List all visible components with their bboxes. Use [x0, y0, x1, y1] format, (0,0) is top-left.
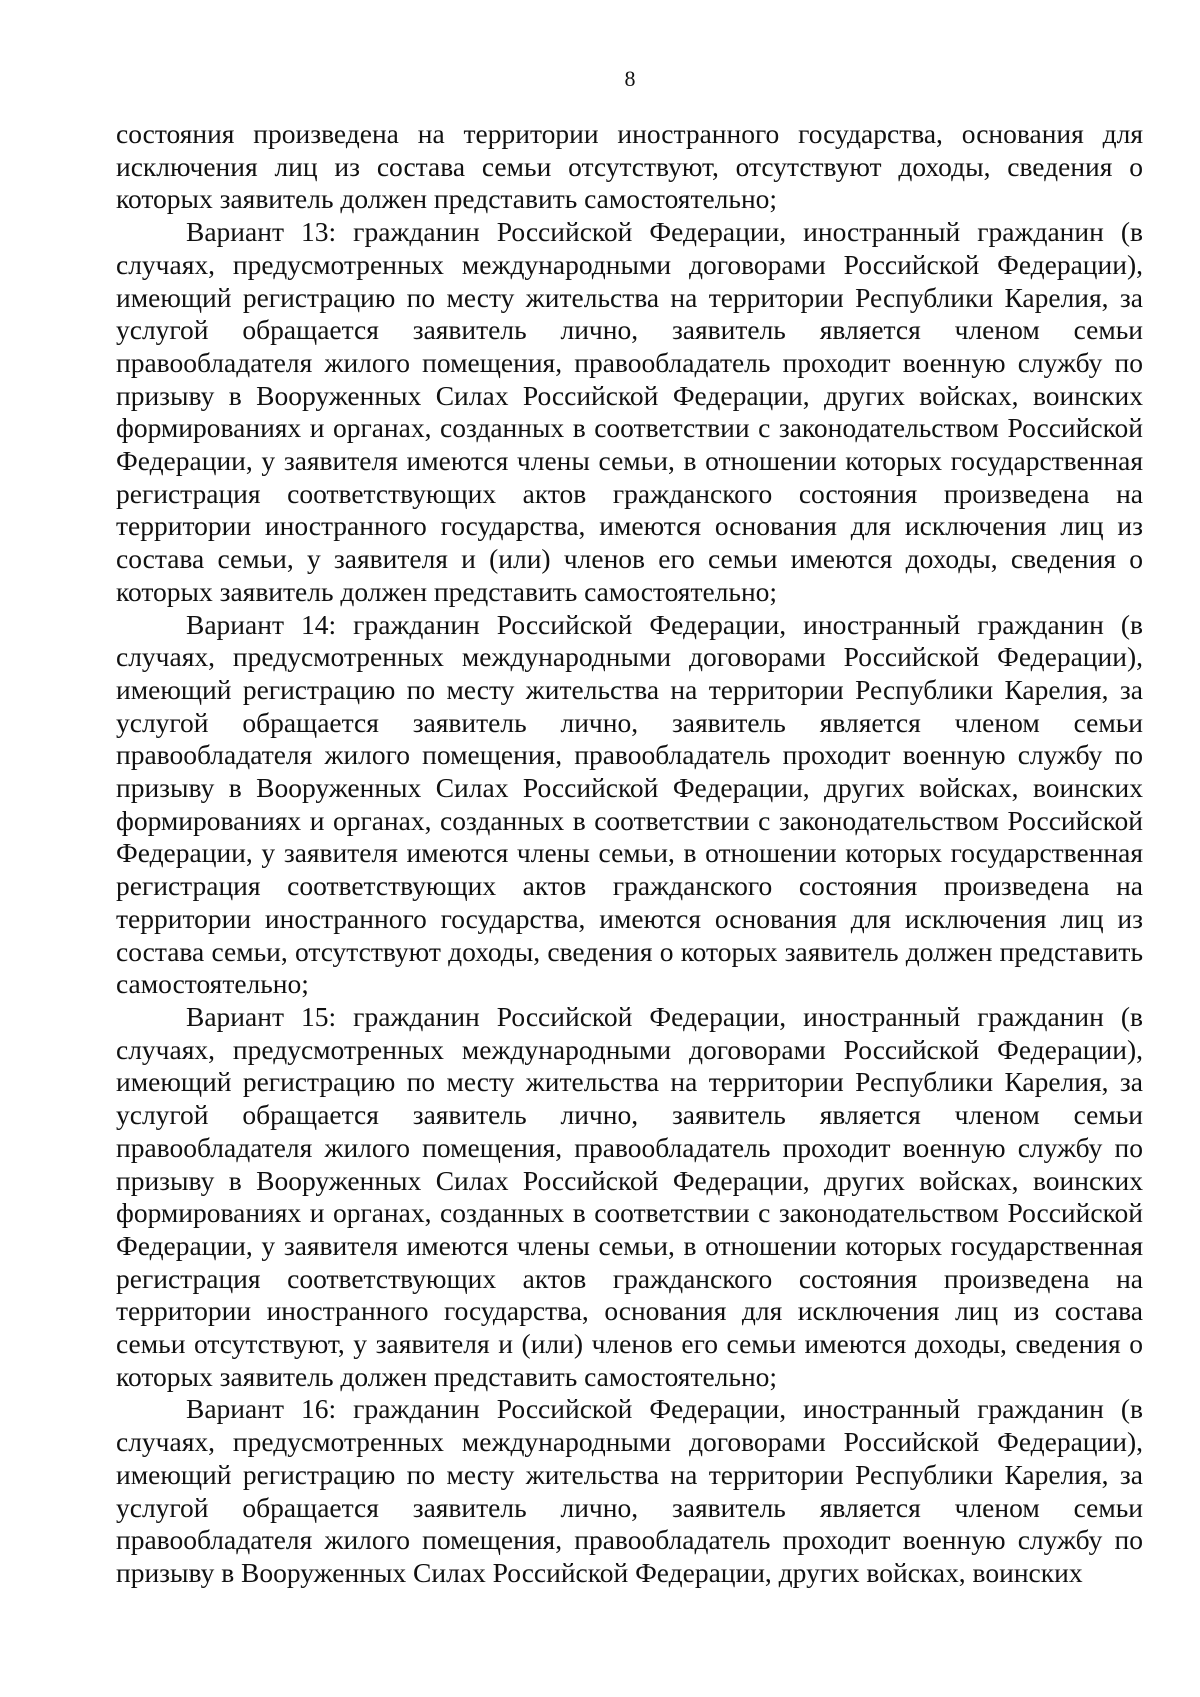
paragraph-continuation: состояния произведена на территории иностранного государства, основания для исключения лиц из состава семьи отсутствуют, отсутствуют доходы, сведения о которых заявитель должен представить самостоятельно;	[116, 118, 1143, 215]
paragraph-variant-14: Вариант 14: гражданин Российской Федерации, иностранный гражданин (в случаях, предусмотренных международными договорами Российской Федерации), имеющий регистрацию по месту жительства на территории Республики Карелия, за услугой обращается заявитель лично, заявитель является членом семьи правообладателя жилого помещения, правообладатель проходит военную службу по призыву в Вооруженных Силах Российской Федерации, других войсках, воинских формированиях и органах, созданных в соответствии с законодательством Российской Федерации, у заявителя имеются члены семьи, в отношении которых государственная регистрация соответствующих актов гражданского состояния произведена на территории иностранного государства, имеются основания для исключения лиц из состава семьи, отсутствуют доходы, сведения о которых заявитель должен представить самостоятельно;	[116, 608, 1143, 1000]
document-body	[116, 118, 1143, 1590]
page-number: 8	[624, 66, 636, 91]
paragraph-variant-13: Вариант 13: гражданин Российской Федерации, иностранный гражданин (в случаях, предусмотренных международными договорами Российской Федерации), имеющий регистрацию по месту жительства на территории Республики Карелия, за услугой обращается заявитель лично, заявитель является членом семьи правообладателя жилого помещения, правообладатель проходит военную службу по призыву в Вооруженных Силах Российской Федерации, других войсках, воинских формированиях и органах, созданных в соответствии с законодательством Российской Федерации, у заявителя имеются члены семьи, в отношении которых государственная регистрация соответствующих актов гражданского состояния произведена на территории иностранного государства, имеются основания для исключения лиц из состава семьи, у заявителя и (или) членов его семьи имеются доходы, сведения о которых заявитель должен представить самостоятельно;	[116, 216, 1143, 607]
paragraph-variant-16: Вариант 16: гражданин Российской Федерации, иностранный гражданин (в случаях, предусмотренных международными договорами Российской Федерации), имеющий регистрацию по месту жительства на территории Республики Карелия, за услугой обращается заявитель лично, заявитель является членом семьи правообладателя жилого помещения, правообладатель проходит военную службу по призыву в Вооруженных Силах Российской Федерации, других войсках, воинских	[116, 1393, 1143, 1588]
paragraph-variant-15: Вариант 15: гражданин Российской Федерации, иностранный гражданин (в случаях, предусмотренных международными договорами Российской Федерации), имеющий регистрацию по месту жительства на территории Республики Карелия, за услугой обращается заявитель лично, заявитель является членом семьи правообладателя жилого помещения, правообладатель проходит военную службу по призыву в Вооруженных Силах Российской Федерации, других войсках, воинских формированиях и органах, созданных в соответствии с законодательством Российской Федерации, у заявителя имеются члены семьи, в отношении которых государственная регистрация соответствующих актов гражданского состояния произведена на территории иностранного государства, основания для исключения лиц из состава семьи отсутствуют, у заявителя и (или) членов его семьи имеются доходы, сведения о которых заявитель должен представить самостоятельно;	[116, 1000, 1143, 1392]
